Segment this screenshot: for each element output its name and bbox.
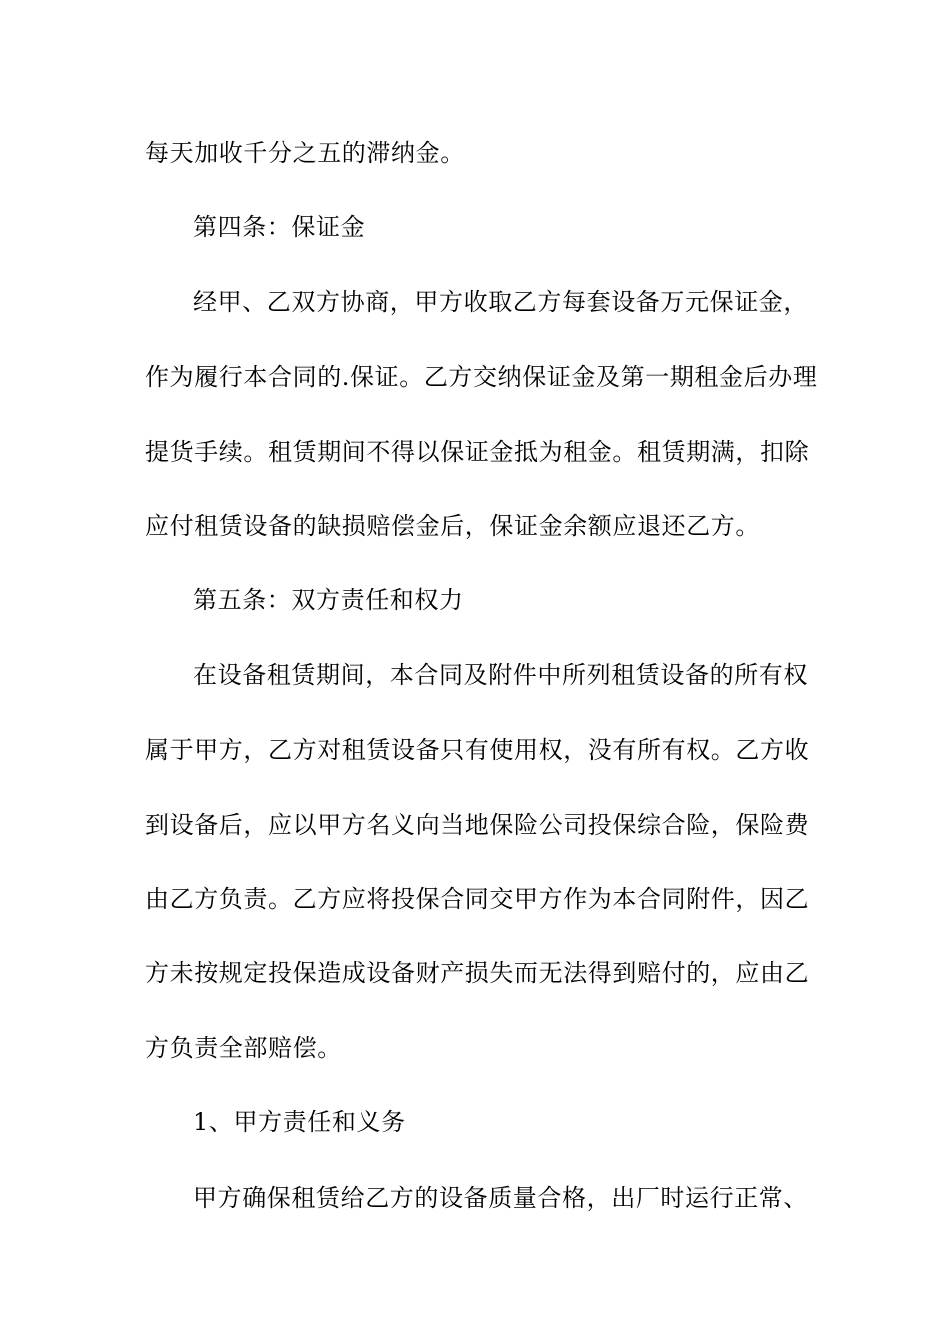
paragraph-continuation-line: 每天加收千分之五的滞纳金。 xyxy=(145,139,465,167)
article-5-paragraph-line: 属于甲方，乙方对租赁设备只有使用权，没有所有权。乙方收 xyxy=(145,736,810,764)
article-5-paragraph-line: 在设备租赁期间，本合同及附件中所列租赁设备的所有权 xyxy=(193,661,808,689)
article-4-paragraph-line: 经甲、乙双方协商，甲方收取乙方每套设备万元保证金， xyxy=(193,288,808,316)
article-4-heading: 第四条：保证金 xyxy=(193,213,366,241)
article-4-paragraph-line: 应付租赁设备的缺损赔偿金后，保证金余额应退还乙方。 xyxy=(145,512,760,540)
article-5-paragraph-line: 由乙方负责。乙方应将投保合同交甲方作为本合同附件，因乙 xyxy=(145,885,810,913)
article-5-paragraph-line: 方负责全部赔偿。 xyxy=(145,1034,342,1062)
article-5-heading: 第五条：双方责任和权力 xyxy=(193,586,464,614)
article-5-paragraph-line: 到设备后，应以甲方名义向当地保险公司投保综合险，保险费 xyxy=(145,811,810,839)
article-4-paragraph-line: 作为履行本合同的.保证。乙方交纳保证金及第一期租金后办理 xyxy=(145,363,818,391)
article-4-paragraph-line: 提货手续。租赁期间不得以保证金抵为租金。租赁期满，扣除 xyxy=(145,438,810,466)
section-1-heading: 1、甲方责任和义务 xyxy=(193,1108,406,1136)
article-5-paragraph-line: 方未按规定投保造成设备财产损失而无法得到赔付的，应由乙 xyxy=(145,959,810,987)
section-1-paragraph-line: 甲方确保租赁给乙方的设备质量合格，出厂时运行正常、 xyxy=(193,1184,808,1212)
